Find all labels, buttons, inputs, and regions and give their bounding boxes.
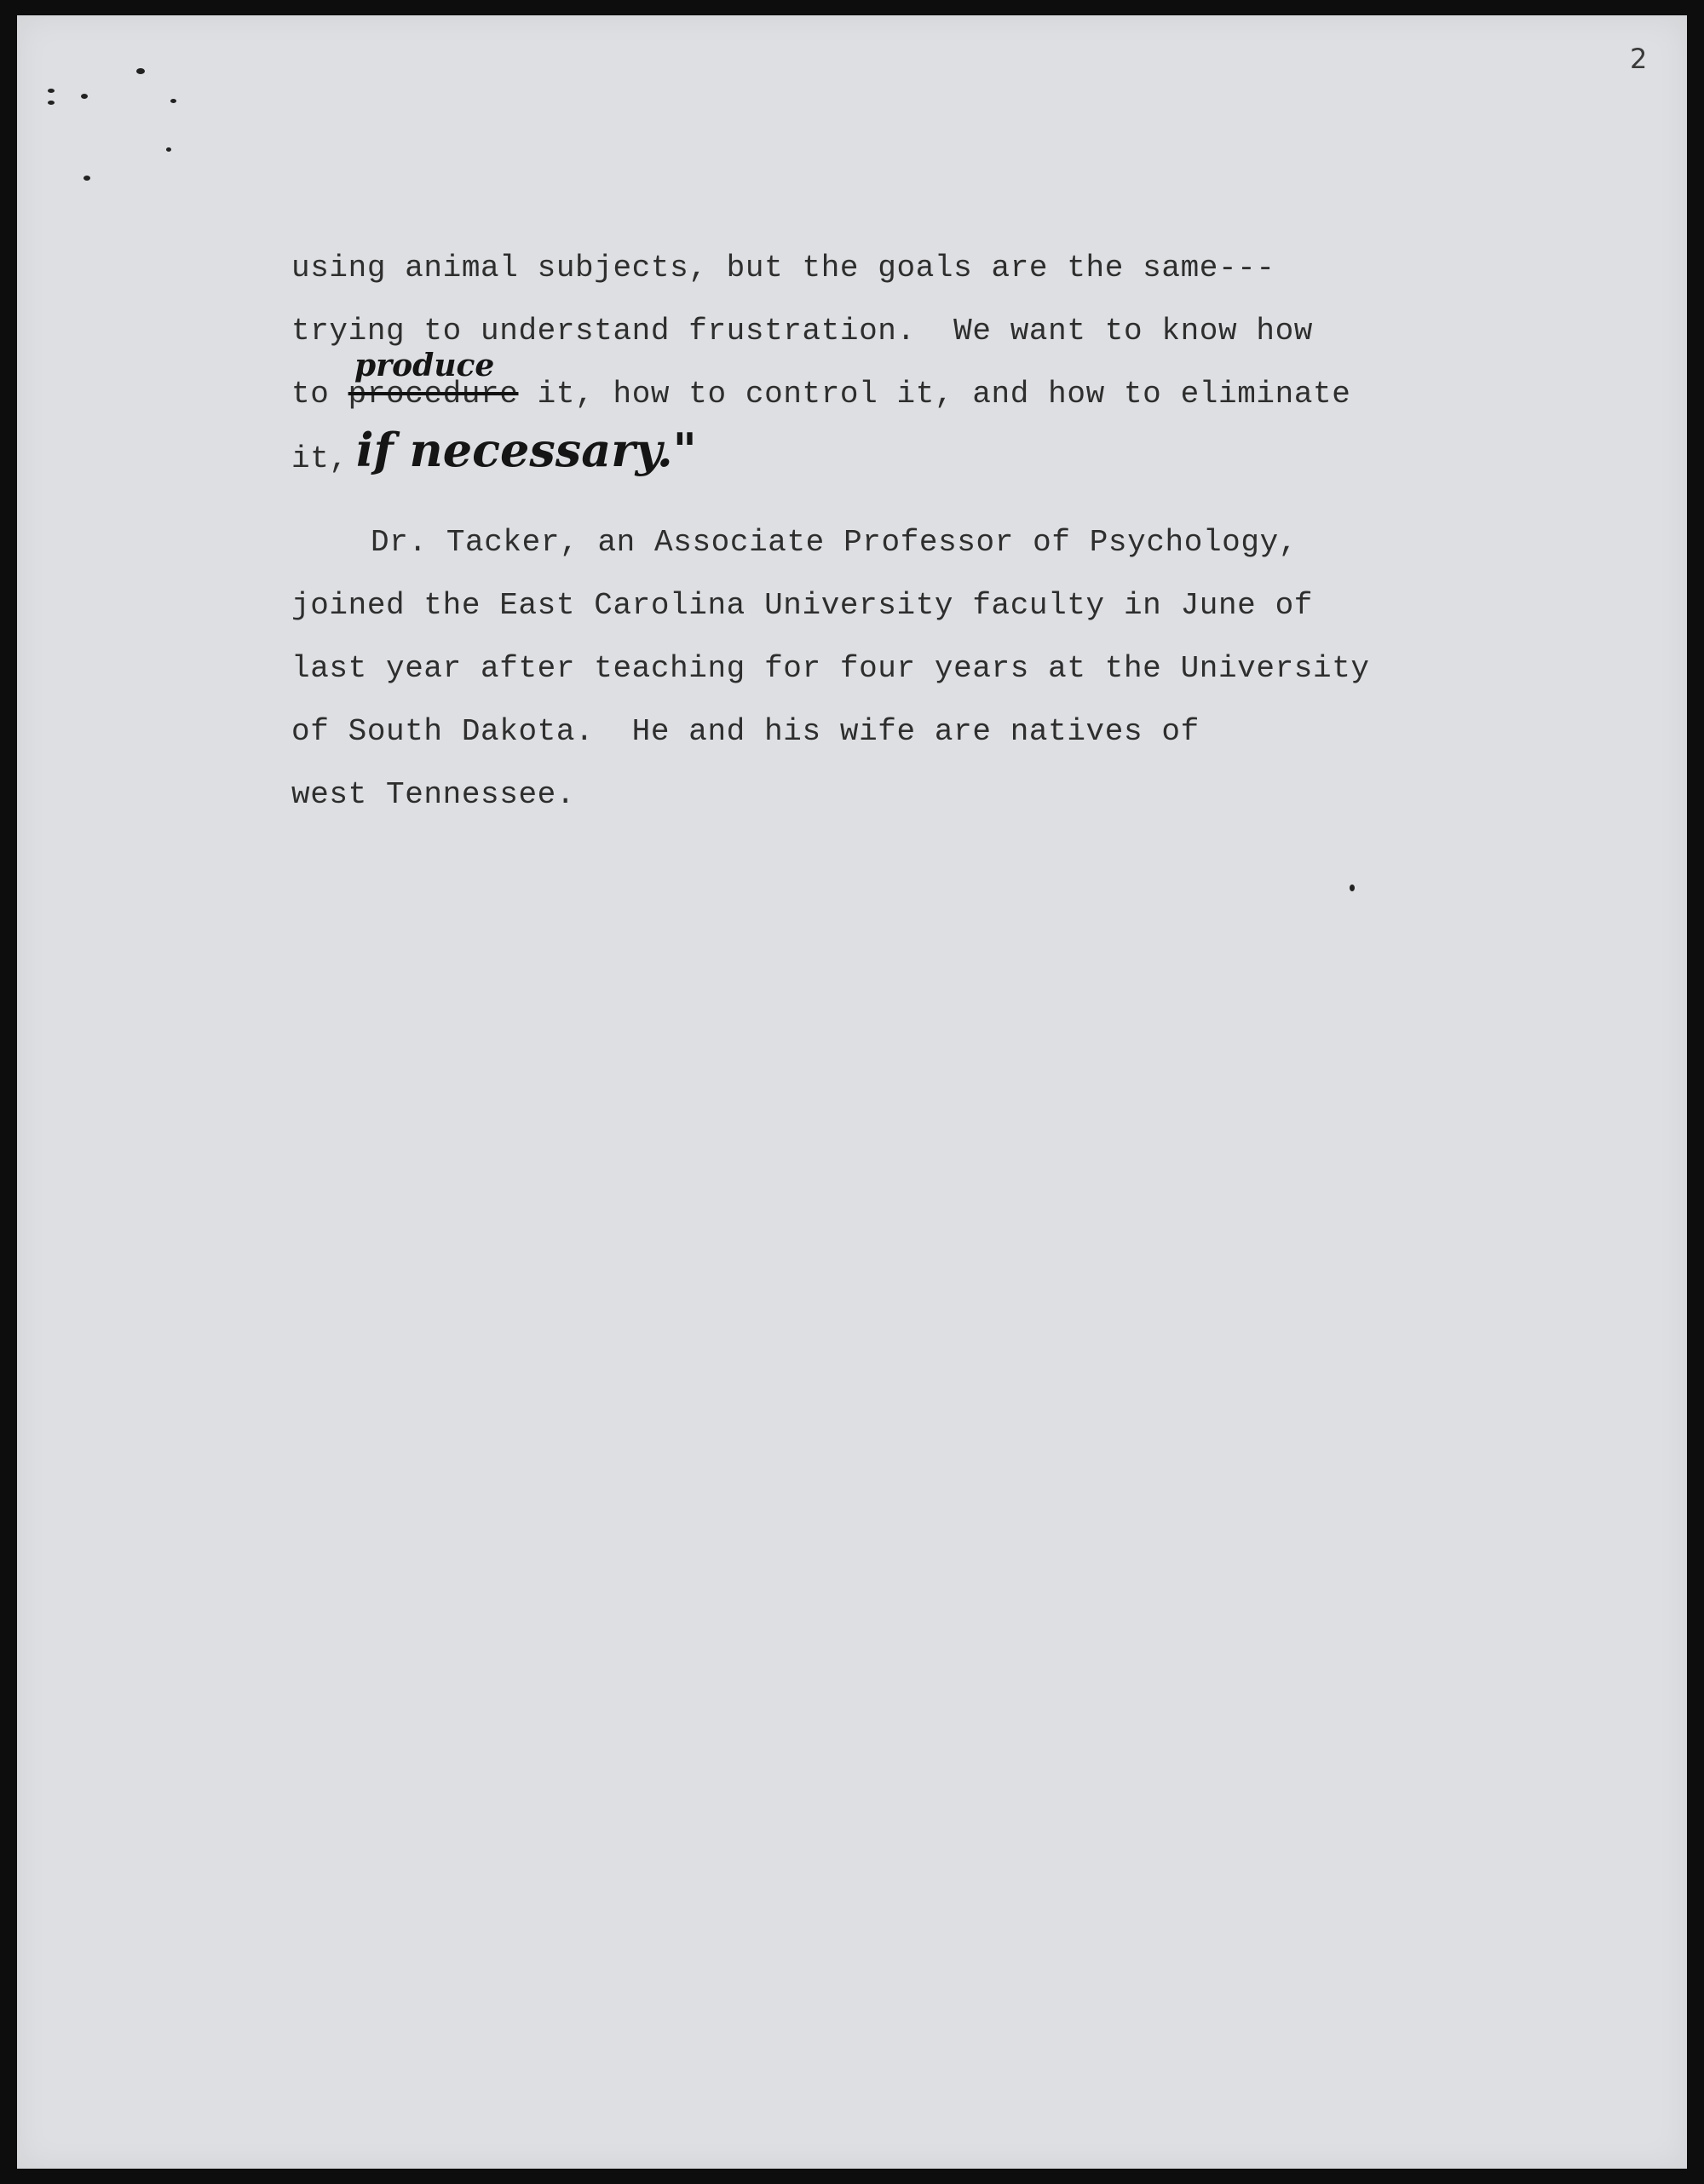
ink-speck bbox=[83, 176, 90, 181]
text-line-2: trying to understand frustration. We want to know how bbox=[291, 314, 1313, 349]
paragraph-2-line-4: of South Dakota. He and his wife are natives of bbox=[291, 714, 1200, 749]
document-page bbox=[17, 15, 1687, 2169]
line3-before: to bbox=[291, 377, 348, 412]
ink-speck bbox=[166, 147, 171, 152]
paragraph-2-line-2: joined the East Carolina University faculty in June of bbox=[291, 588, 1313, 623]
ink-speck bbox=[48, 89, 55, 93]
text-line-3 bbox=[291, 377, 1350, 412]
paragraph-2-line-1: Dr. Tacker, an Associate Professor of Psychology, bbox=[371, 525, 1298, 560]
text-line-4: it, bbox=[291, 441, 348, 476]
ink-speck bbox=[48, 101, 55, 105]
paragraph-2-line-3: last year after teaching for four years at the University bbox=[291, 651, 1370, 686]
line3-after: it, how to control it, and how to eliminate bbox=[518, 377, 1351, 412]
text-line-1: using animal subjects, but the goals are the same--- bbox=[291, 251, 1275, 285]
handwritten-insertion: produce bbox=[354, 348, 495, 383]
ink-speck bbox=[81, 94, 88, 99]
page-number: 2 bbox=[1630, 43, 1648, 75]
ink-speck bbox=[170, 99, 176, 103]
struck-word: procedure bbox=[348, 377, 519, 412]
ink-speck bbox=[136, 68, 145, 74]
paragraph-2-line-5: west Tennessee. bbox=[291, 777, 576, 812]
ink-speck bbox=[1350, 885, 1355, 891]
handwritten-addition: if necessary." bbox=[356, 423, 697, 477]
